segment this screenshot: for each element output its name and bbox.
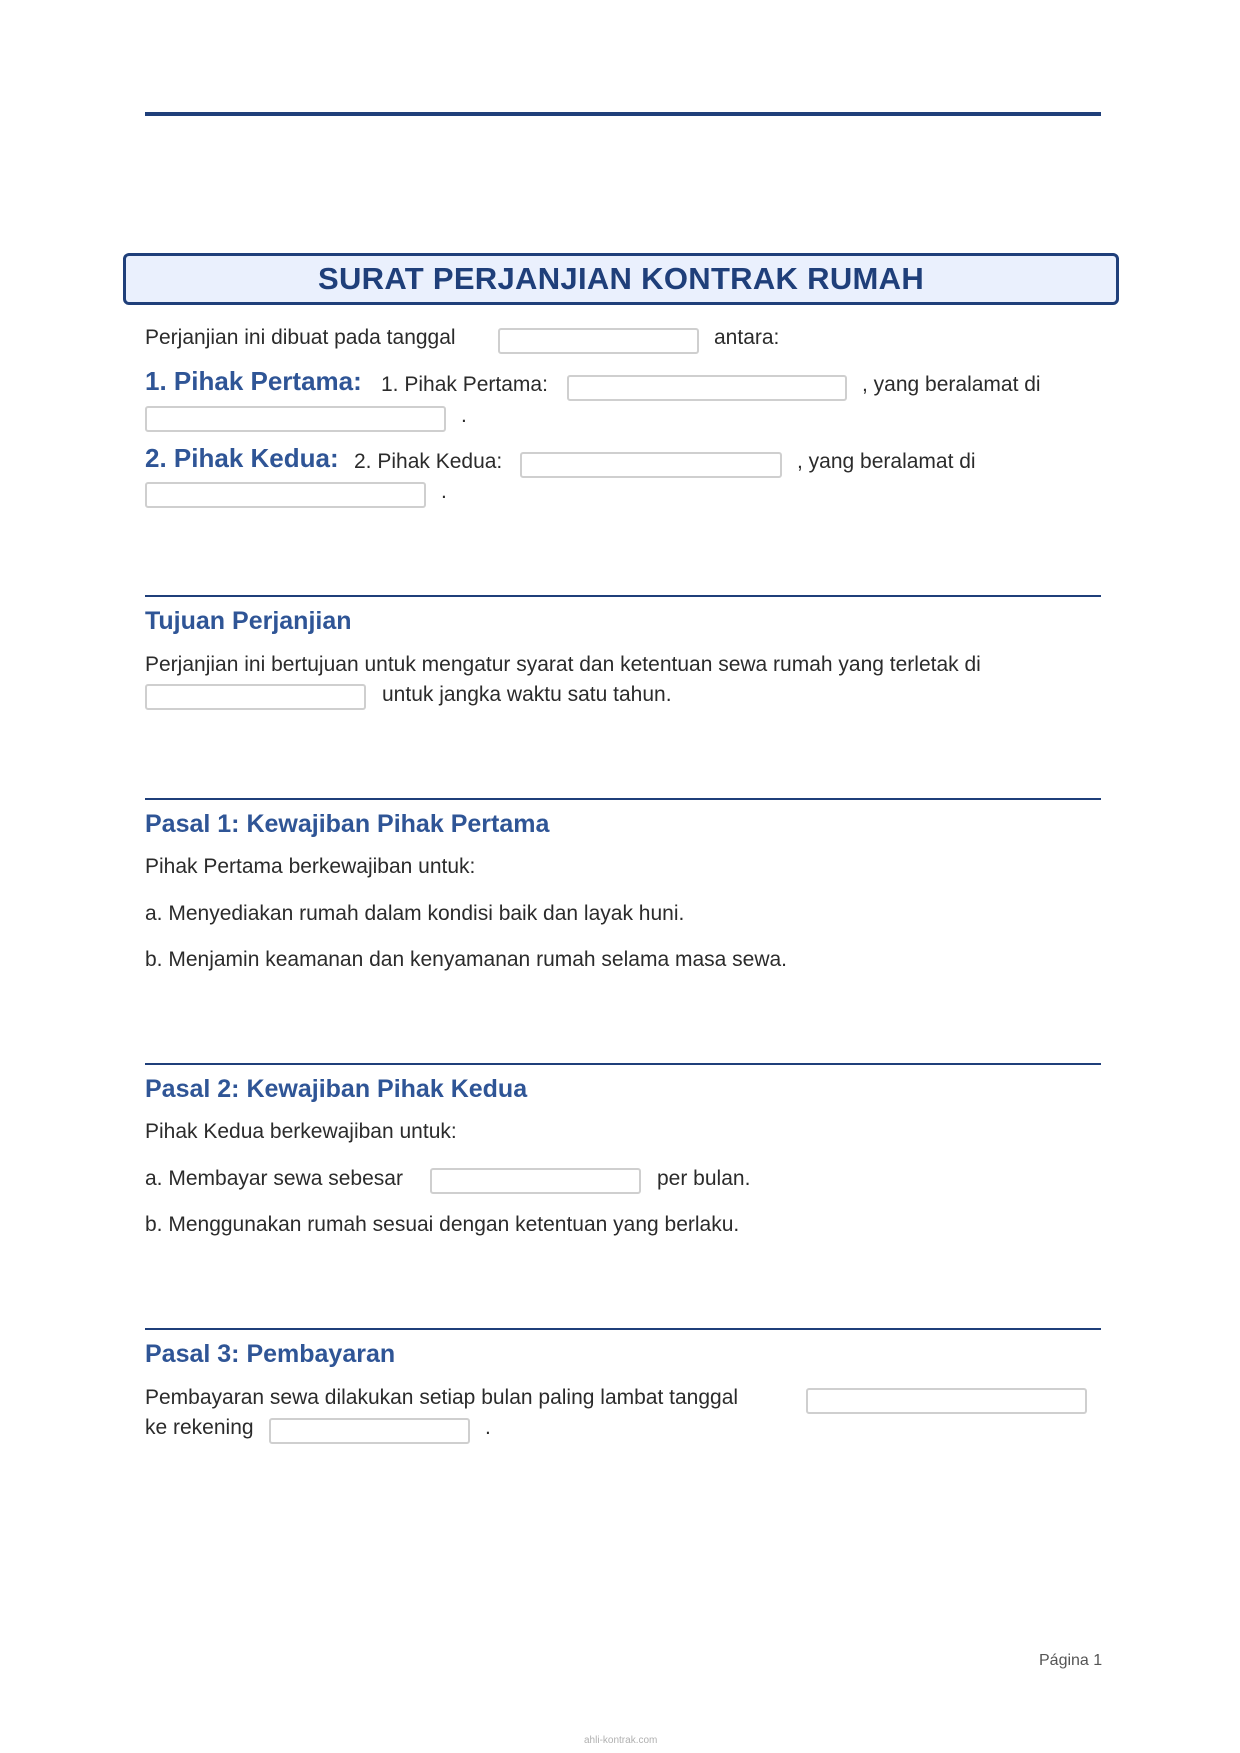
rent-amount-input[interactable] — [430, 1168, 641, 1194]
pasal2-item-b: b. Menggunakan rumah sesuai dengan ketentuan yang berlaku. — [145, 1213, 740, 1236]
party1-name-input[interactable] — [567, 375, 847, 401]
party1-text: 1. Pihak Pertama: — [381, 373, 548, 396]
party1-address-text: , yang beralamat di — [862, 373, 1041, 396]
pasal1-heading: Pasal 1: Kewajiban Pihak Pertama — [145, 810, 550, 838]
party2-address-text: , yang beralamat di — [797, 450, 976, 473]
party1-label: 1. Pihak Pertama: — [145, 366, 362, 396]
intro-text: Perjanjian ini dibuat pada tanggal — [145, 326, 456, 349]
section-divider-pasal3 — [145, 1328, 1101, 1330]
pasal3-heading: Pasal 3: Pembayaran — [145, 1340, 396, 1368]
pasal1-intro: Pihak Pertama berkewajiban untuk: — [145, 855, 476, 878]
party2-address-input[interactable] — [145, 482, 426, 508]
pasal2-intro: Pihak Kedua berkewajiban untuk: — [145, 1120, 457, 1143]
party1-end: . — [461, 404, 467, 427]
purpose-heading: Tujuan Perjanjian — [145, 607, 352, 635]
bank-account-input[interactable] — [269, 1418, 470, 1444]
pasal3-end: . — [485, 1416, 491, 1439]
pasal1-item-a: a. Menyediakan rumah dalam kondisi baik dan layak huni. — [145, 902, 685, 925]
payment-date-input[interactable] — [806, 1388, 1087, 1414]
section-divider-purpose — [145, 595, 1101, 597]
date-input[interactable] — [498, 328, 699, 354]
purpose-line1: Perjanjian ini bertujuan untuk mengatur syarat dan ketentuan sewa rumah yang terletak di — [145, 653, 981, 676]
intro-after-text: antara: — [714, 326, 780, 349]
top-divider — [145, 112, 1101, 116]
party2-text: 2. Pihak Kedua: — [354, 450, 503, 473]
section-divider-pasal1 — [145, 798, 1101, 800]
pasal3-line1: Pembayaran sewa dilakukan setiap bulan paling lambat tanggal — [145, 1386, 739, 1409]
purpose-line2: untuk jangka waktu satu tahun. — [382, 683, 672, 706]
section-divider-pasal2 — [145, 1063, 1101, 1065]
location-input[interactable] — [145, 684, 366, 710]
pasal2-item-a-after: per bulan. — [657, 1167, 751, 1190]
pasal1-item-b: b. Menjamin keamanan dan kenyamanan rumah selama masa sewa. — [145, 948, 788, 971]
party2-name-input[interactable] — [520, 452, 782, 478]
title-box — [123, 253, 1119, 305]
pasal2-item-a-before: a. Membayar sewa sebesar — [145, 1167, 403, 1190]
footer-url: ahli-kontrak.com — [584, 1735, 658, 1746]
party1-address-input[interactable] — [145, 406, 446, 432]
pasal2-heading: Pasal 2: Kewajiban Pihak Kedua — [145, 1075, 528, 1103]
party2-end: . — [441, 480, 447, 503]
page-number: Página 1 — [1039, 1652, 1103, 1669]
party2-label: 2. Pihak Kedua: — [145, 443, 339, 473]
pasal3-line2: ke rekening — [145, 1416, 254, 1439]
document-title: SURAT PERJANJIAN KONTRAK RUMAH — [317, 261, 925, 296]
